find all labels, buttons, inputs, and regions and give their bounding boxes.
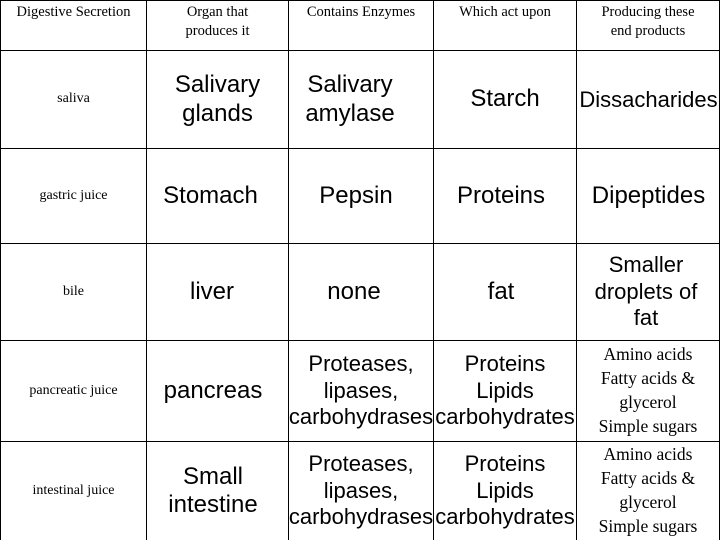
- cell-organ-intestinal-juice: Small intestine: [168, 462, 258, 518]
- cell-organ-pancreatic-juice: pancreas: [163, 376, 263, 404]
- cell-secretion-bile: bile: [63, 283, 84, 299]
- cell-enzymes-intestinal-juice: Proteases, lipases, carbohydrases: [288, 450, 434, 530]
- cell-products-bile: Smaller droplets of fat: [594, 251, 698, 331]
- cell-enzymes-pancreatic-juice: Proteases, lipases, carbohydrases: [288, 350, 434, 430]
- cell-enzymes-saliva: Salivary amylase: [305, 71, 395, 127]
- cell-secretion-intestinal-juice: intestinal juice: [32, 482, 115, 498]
- cell-products-pancreatic-juice: Amino acids Fatty acids & glycerol Simple sugars: [598, 344, 698, 436]
- cell-secretion-saliva: saliva: [57, 91, 90, 107]
- cell-substrate-gastric-juice: Proteins: [456, 181, 546, 209]
- cell-substrate-pancreatic-juice: Proteins Lipids carbohydrates: [435, 350, 575, 430]
- cell-secretion-gastric-juice: gastric juice: [39, 187, 108, 203]
- cell-products-gastric-juice: Dipeptides: [591, 181, 706, 209]
- cell-substrate-intestinal-juice: Proteins Lipids carbohydrates: [435, 450, 575, 530]
- cell-secretion-pancreatic-juice: pancreatic juice: [29, 382, 118, 398]
- cell-products-saliva: Dissacharides: [579, 86, 718, 112]
- cell-organ-saliva: Salivary glands: [174, 71, 261, 127]
- header-contains-enzymes: Contains Enzymes: [306, 4, 416, 20]
- header-acts-upon: Which act upon: [459, 4, 551, 20]
- header-end-products: Producing these end products: [601, 4, 695, 39]
- cell-organ-gastric-juice: Stomach: [163, 181, 258, 209]
- header-digestive-secretion: Digestive Secretion: [16, 4, 131, 20]
- cell-enzymes-bile: none: [327, 277, 381, 305]
- cell-substrate-bile: fat: [487, 277, 515, 305]
- cell-substrate-saliva: Starch: [470, 85, 540, 113]
- cell-products-intestinal-juice: Amino acids Fatty acids & glycerol Simple sugars: [598, 444, 698, 536]
- cell-organ-bile: liver: [189, 277, 234, 305]
- header-organ: Organ that produces it: [185, 4, 250, 39]
- cell-enzymes-gastric-juice: Pepsin: [319, 181, 393, 209]
